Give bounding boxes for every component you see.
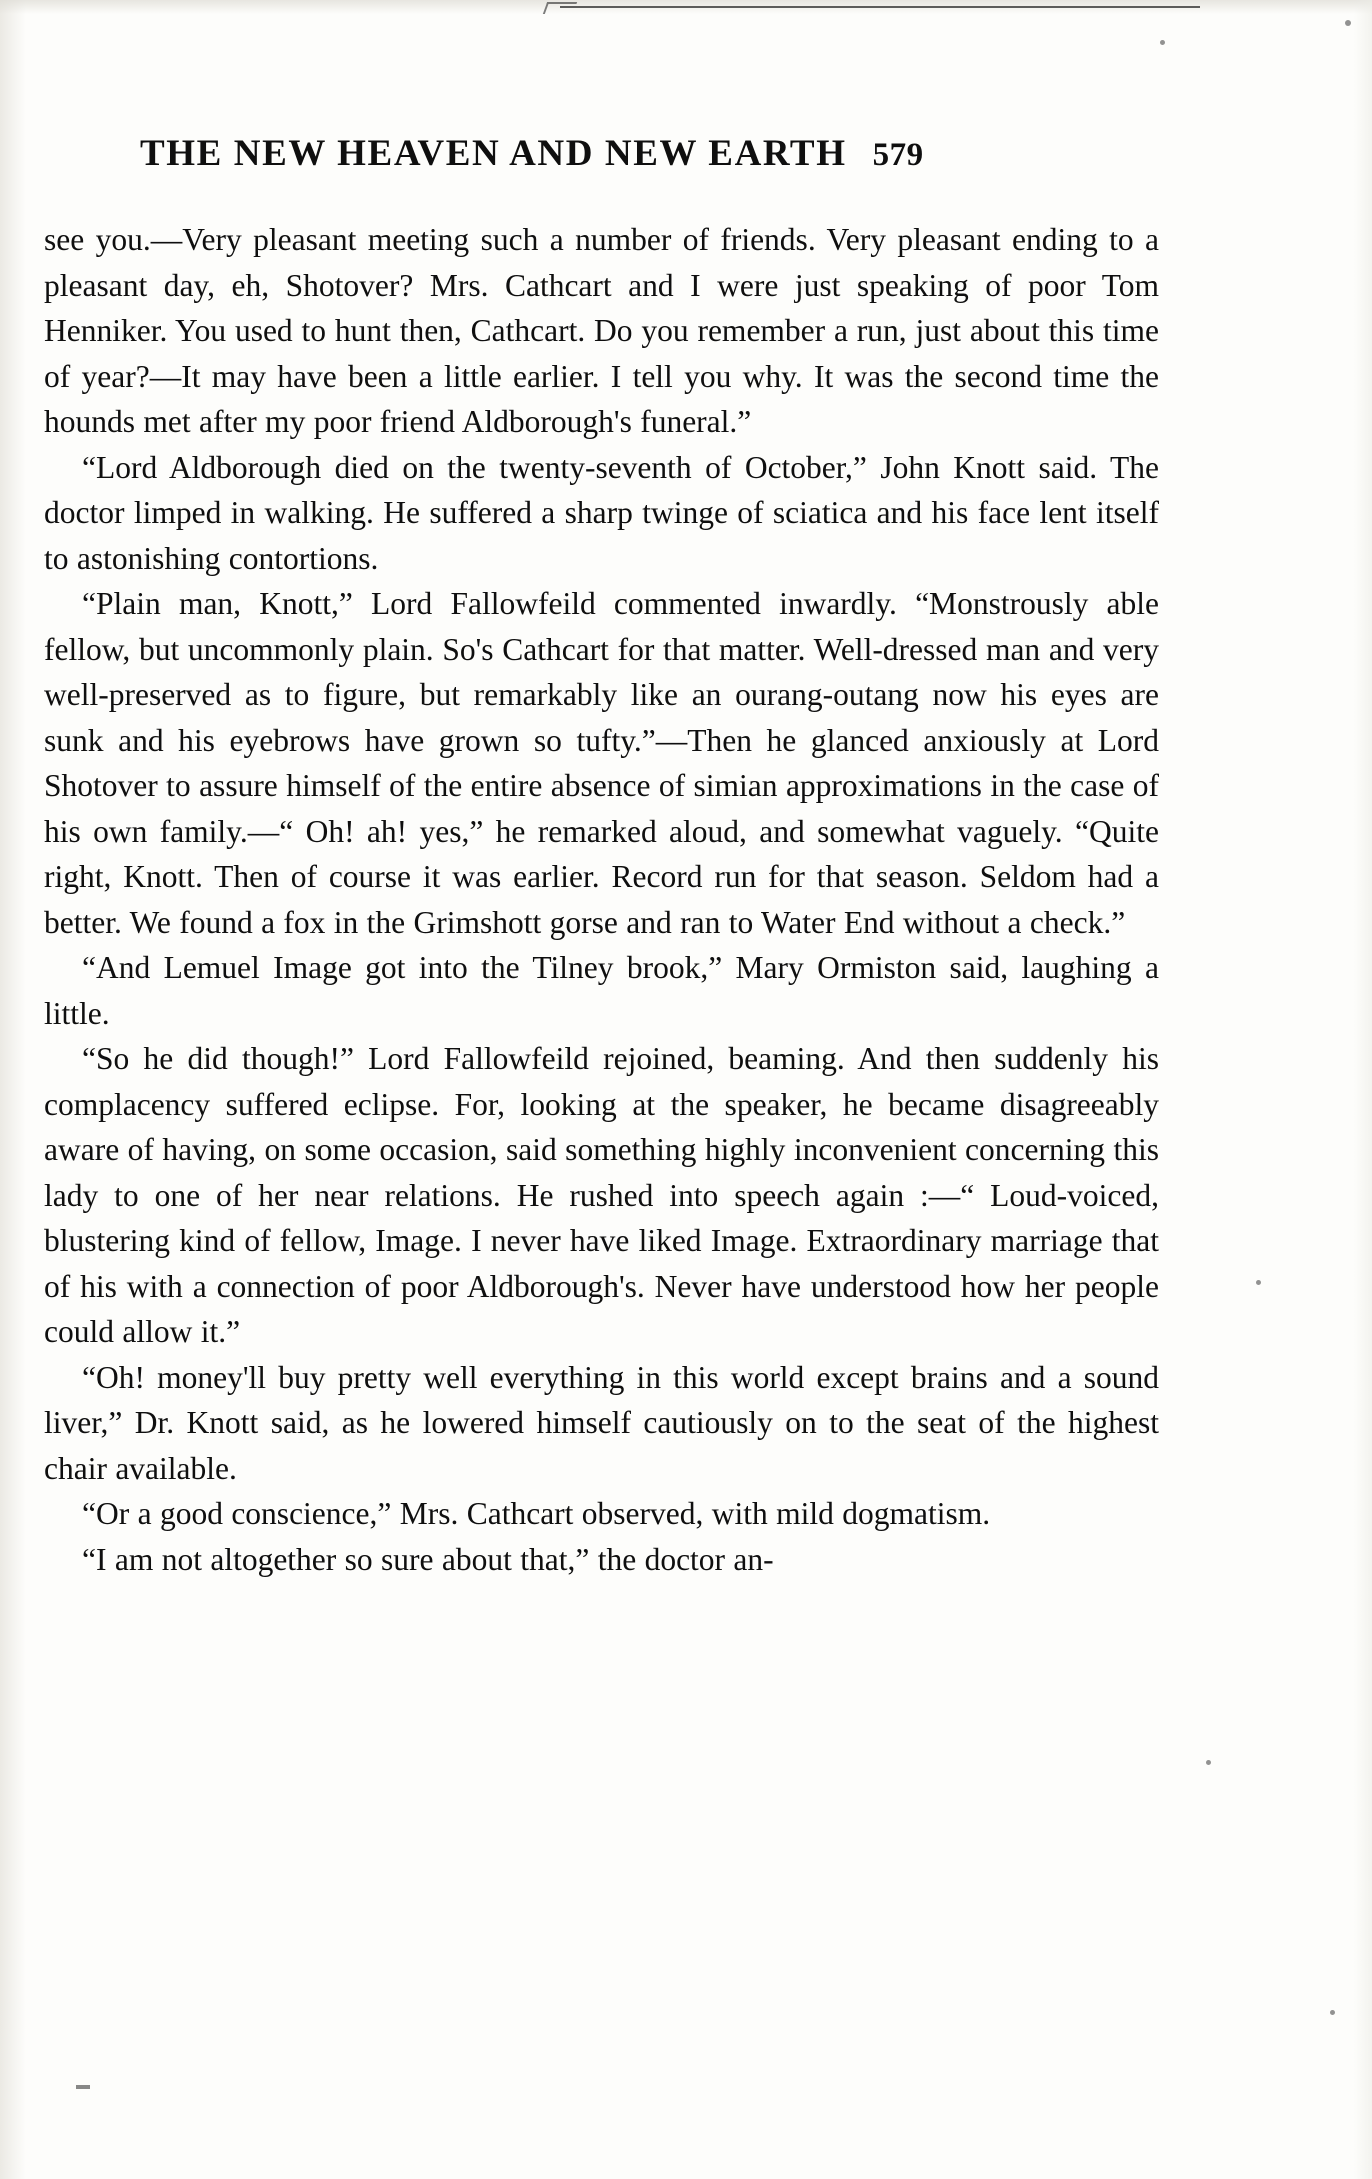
scan-speck	[1160, 40, 1165, 45]
paragraph: “Lord Aldborough died on the twenty-seventh of October,” John Knott said. The doctor limped in walking. He suffered a sharp twinge of sciatica and his face lent itself to astonishing contortions.	[44, 449, 1159, 576]
page-title: THE NEW HEAVEN AND NEW EARTH	[140, 133, 847, 174]
paragraph: “I am not altogether so sure about that,” the doctor an-	[82, 1541, 774, 1577]
scan-speck	[1256, 1280, 1261, 1285]
page-edge-shadow-left	[0, 0, 26, 2179]
running-head	[140, 132, 1159, 175]
scan-speck	[1206, 1760, 1211, 1765]
paragraph: “And Lemuel Image got into the Tilney brook,” Mary Ormiston said, laughing a little.	[44, 950, 1159, 1031]
page-number: 579	[872, 137, 924, 173]
scan-artifact-corner	[543, 2, 577, 14]
paragraph: “So he did though!” Lord Fallowfeild rejoined, beaming. And then suddenly his complacency suffered eclipse. For, looking at the speaker, he became disagreeably aware of having, on some occasion, said something highly inconvenient concerning this lady to one of her near relations. He rushed into speech again :—“ Loud-voiced, blustering kind of fellow, Image. I never have liked Image. Extraordinary marriage that of his with a connection of poor Aldborough's. Never have understood how her people could allow it.”	[44, 1041, 1159, 1349]
scan-speck	[1345, 20, 1351, 26]
paragraph: “Or a good conscience,” Mrs. Cathcart observed, with mild dogmatism.	[82, 1496, 991, 1531]
paragraph: “Plain man, Knott,” Lord Fallowfeild commented inwardly. “Monstrously able fellow, but uncommonly plain. So's Cathcart for that matter. Well-dressed man and very well-preserved as to figure, but remarkably like an ourang-outang now his eyes are sunk and his eyebrows have grown so tufty.”—Then he glanced anxiously at Lord Shotover to assure himself of the entire absence of simian approximations in the case of his own family.—“ Oh! ah! yes,” he remarked aloud, and somewhat vaguely. “Quite right, Knott. Then of course it was earlier. Record run for that season. Seldom had a better. We found a fox in the Grimshott gorse and ran to Water End without a check.”	[44, 586, 1159, 940]
page-content	[44, 132, 1159, 1582]
paragraph: see you.—Very pleasant meeting such a number of friends. Very pleasant ending to a pleasant day, eh, Shotover? Mrs. Cathcart and I were just speaking of poor Tom Henniker. You used to hunt then, Cathcart. Do you remember a run, just about this time of year?—It may have been a little earlier. I tell you why. It was the second time the hounds met after my poor friend Aldborough's funeral.”	[44, 222, 1159, 439]
scan-speck	[1330, 2010, 1335, 2015]
scan-artifact-rule	[560, 6, 1200, 8]
scan-speck-bottom	[76, 2085, 90, 2089]
paragraph: “Oh! money'll buy pretty well everything in this world except brains and a sound liver,” Dr. Knott said, as he lowered himself cautiously on to the seat of the highest chair available.	[44, 1359, 1159, 1486]
body-text	[44, 217, 1159, 1582]
page-edge-shadow-right	[1354, 0, 1372, 2179]
